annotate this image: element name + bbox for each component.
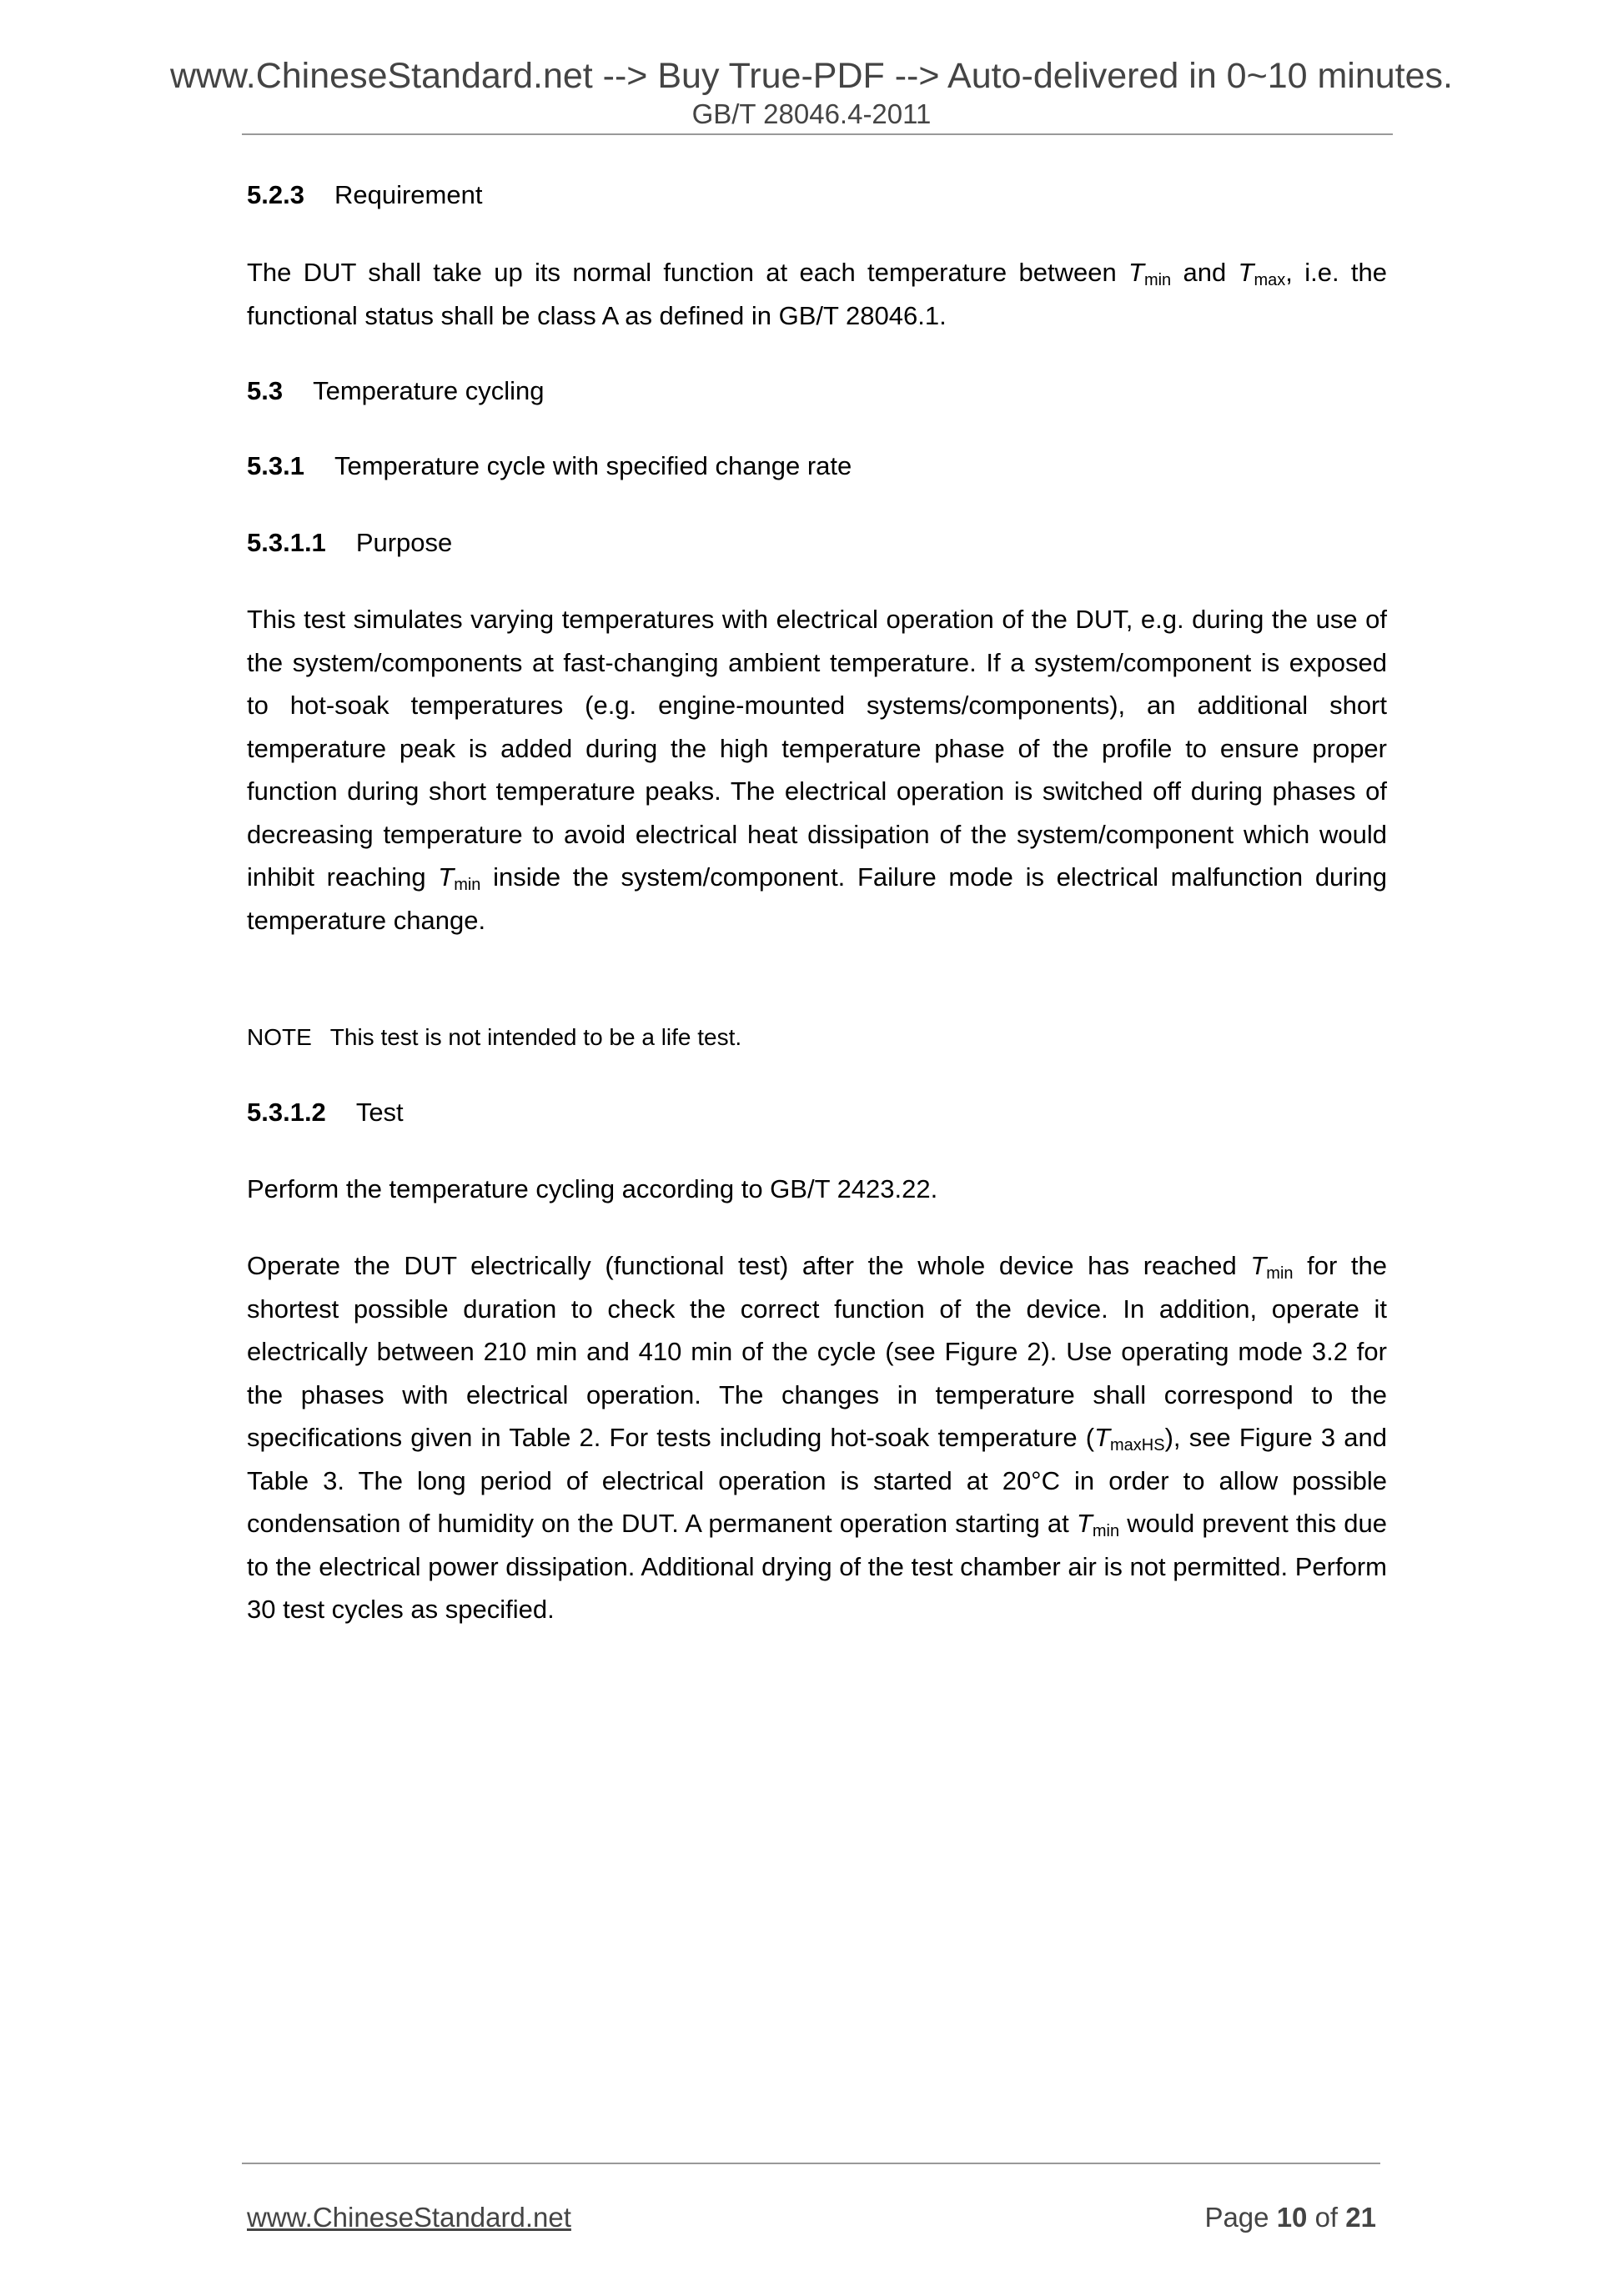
section-title: Temperature cycle with specified change rate	[334, 451, 852, 480]
footer-link[interactable]: www.ChineseStandard.net	[247, 2202, 571, 2233]
paragraph: This test simulates varying temperatures with electrical operation of the DUT, e.g. during the use of the system/components at fast-changing ambient temperature. If a system/component is exposed to hot-soak temperatures (e.g. engine-mounted systems/components), an additional short temperature peak is added during the high temperature phase of the profile to ensure proper function during short temperature peaks. The electrical operation is switched off during phases of decreasing temperature to avoid electrical heat dissipation of the system/component which would inhibit reaching $T_{min}$ inside the system/component. Failure mode is electrical malfunction during temperature change.	[247, 605, 1387, 935]
paragraph: Perform the temperature cycling according to GB/T 2423.22.	[247, 1174, 938, 1203]
section-title: Temperature cycling	[313, 376, 545, 405]
page-number: Page 10 of 21	[1204, 2202, 1376, 2233]
note-text: This test is not intended to be a life test.	[329, 1024, 742, 1050]
document-id: GB/T 28046.4-2011	[691, 98, 932, 129]
heading-5-2-3	[247, 173, 1387, 217]
heading-5-3-1-1	[247, 521, 1387, 565]
note	[247, 1016, 1387, 1059]
paragraph: The DUT shall take up its normal function at each temperature between $T_{min}$ and $T_{max}$, i.e. the functional status shall be class A as defined in GB/T 28046.1.	[247, 258, 1387, 330]
heading-5-3	[247, 369, 1387, 413]
note-label: NOTE	[247, 1024, 312, 1050]
footer-rule	[242, 2163, 1380, 2164]
banner: www.ChineseStandard.net --> Buy True-PDF --> Auto-delivered in 0~10 minutes.	[169, 56, 1453, 96]
section-number: 5.2.3	[247, 180, 304, 209]
heading-5-3-1	[247, 445, 1387, 488]
heading-5-3-1-2	[247, 1091, 1387, 1134]
section-number: 5.3.1	[247, 451, 304, 480]
section-number: 5.3.1.1	[247, 528, 326, 557]
section-number: 5.3.1.2	[247, 1098, 326, 1127]
section-title: Test	[355, 1098, 404, 1127]
section-number: 5.3	[247, 376, 284, 405]
header-rule	[242, 133, 1393, 135]
paragraph: Operate the DUT electrically (functional test) after the whole device has reached $T_{min}$ for the shortest possible duration to check the correct function of the device. In addition, operate it electrically between 210 min and 410 min of the cycle (see Figure 2). Use operating mode 3.2 for the phases with electrical operation. The changes in temperature shall correspond to the specifications given in Table 2. For tests including hot-soak temperature $(T_{maxHS})$, see Figure 3 and Table 3. The long period of electrical operation is started at 20°C in order to allow possible condensation of humidity on the DUT. A permanent operation starting at $T_{min}$ would prevent this due to the electrical power dissipation. Additional drying of the test chamber air is not permitted. Perform 30 test cycles as specified.	[247, 1251, 1388, 1624]
section-title: Requirement	[334, 180, 483, 209]
section-title: Purpose	[355, 528, 453, 557]
